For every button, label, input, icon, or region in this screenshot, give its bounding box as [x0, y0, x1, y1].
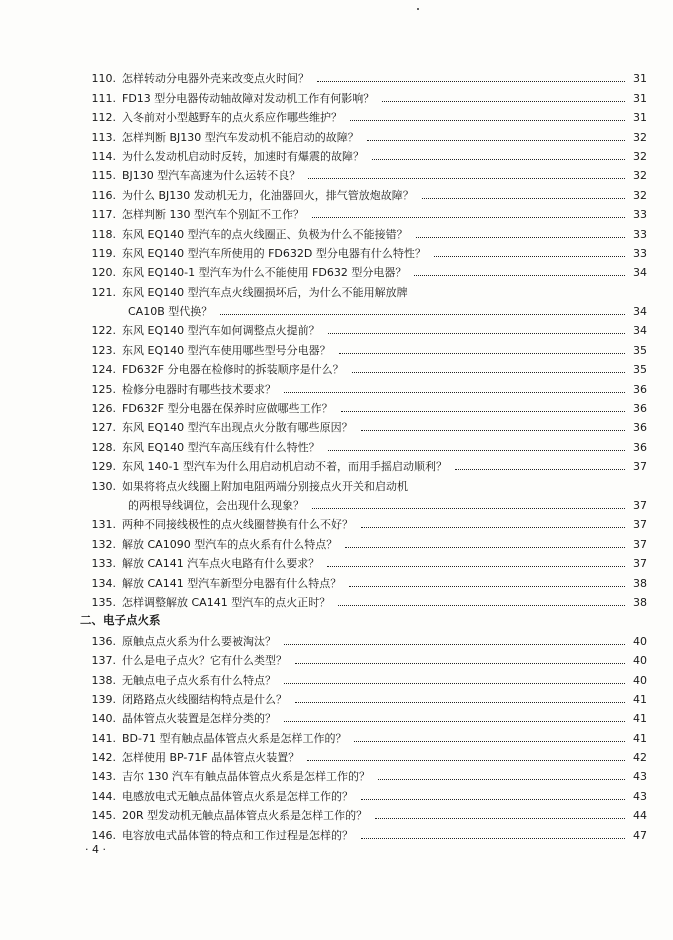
entry-page: 38 [633, 576, 647, 590]
dot-leader [382, 101, 625, 102]
dot-leader [295, 702, 625, 703]
dot-leader [284, 644, 625, 645]
dot-leader [312, 508, 625, 509]
entry-number: 141. [91, 731, 116, 745]
entry-title: 东风 EQ140 型汽车如何调整点火提前？ [122, 324, 320, 338]
toc-entry-130-cont [0, 493, 673, 512]
toc-entries [0, 66, 673, 842]
entry-number: 114. [91, 149, 116, 163]
entry-page: 32 [633, 149, 647, 163]
entry-page: 31 [633, 111, 647, 125]
entry-page: 40 [633, 654, 647, 668]
toc-group [0, 66, 673, 279]
entry-page: 33 [633, 246, 647, 260]
toc-entry [0, 124, 673, 143]
toc-entry [0, 105, 673, 124]
dot-leader [317, 81, 625, 82]
scan-speck [417, 8, 419, 10]
toc-group [0, 318, 673, 473]
toc-entry [0, 764, 673, 783]
toc-entry [0, 454, 673, 473]
dot-leader [338, 605, 625, 606]
entry-title: 原触点点火系为什么要被淘汰？ [122, 634, 276, 648]
page-number: · 4 · [85, 843, 106, 856]
dot-leader [284, 683, 625, 684]
entry-page: 44 [633, 809, 647, 823]
toc-entry [0, 648, 673, 667]
entry-title: CA10B 型代换？ [128, 305, 213, 319]
entry-page: 34 [633, 324, 647, 338]
dot-leader [349, 586, 625, 587]
entry-title: 什么是电子点火？它有什么类型？ [122, 654, 287, 668]
entry-title: 怎样使用 BP-71F 晶体管点火装置？ [122, 751, 300, 765]
entry-page: 42 [633, 751, 647, 765]
toc-entry [0, 221, 673, 240]
entry-title: 东风 EQ140 型汽车高压线有什么特性？ [122, 440, 320, 454]
entry-number: 124. [91, 363, 116, 377]
dot-leader [414, 275, 625, 276]
toc-entry [0, 570, 673, 589]
entry-number: 125. [91, 382, 116, 396]
dot-leader [312, 217, 625, 218]
entry-page: 35 [633, 343, 647, 357]
entry-number: 127. [91, 421, 116, 435]
dot-leader [361, 527, 625, 528]
entry-number: 118. [91, 227, 116, 241]
dot-leader [220, 314, 625, 315]
toc-entry [0, 434, 673, 453]
dot-leader [352, 372, 625, 373]
dot-leader [416, 237, 625, 238]
entry-page: 37 [633, 537, 647, 551]
dot-leader [354, 741, 625, 742]
entry-number: 111. [91, 91, 116, 105]
dot-leader [308, 178, 625, 179]
toc-entry [0, 260, 673, 279]
entry-page: 37 [633, 498, 647, 512]
toc-entry [0, 551, 673, 570]
entry-title: 东风 140-1 型汽车为什么用启动机启动不着，而用手摇启动顺利？ [122, 460, 447, 474]
toc-entry [0, 182, 673, 201]
toc-entry [0, 202, 673, 221]
entry-title: 两种不同接线极性的点火线圈替换有什么不好？ [122, 518, 353, 532]
entry-page: 41 [633, 712, 647, 726]
entry-number: 134. [91, 576, 116, 590]
toc-entry [0, 415, 673, 434]
entry-title: 入冬前对小型越野车的点火系应作哪些维护？ [122, 111, 342, 125]
entry-number: 142. [91, 751, 116, 765]
entry-title: 为什么发动机启动时反转，加速时有爆震的故障？ [122, 149, 364, 163]
entry-page: 37 [633, 557, 647, 571]
entry-number: 116. [91, 188, 116, 202]
toc-entry [0, 667, 673, 686]
toc-entry [0, 706, 673, 725]
entry-number: 129. [91, 460, 116, 474]
entry-number: 126. [91, 402, 116, 416]
entry-title: FD632F 分电器在检修时的拆装顺序是什么？ [122, 363, 344, 377]
dot-leader [434, 256, 625, 257]
entry-page: 33 [633, 208, 647, 222]
dot-leader [307, 760, 625, 761]
toc-group [0, 512, 673, 609]
entry-title: 东风 EQ140 型汽车所使用的 FD632D 型分电器有什么特性？ [122, 246, 426, 260]
entry-title: 晶体管点火装置是怎样分类的？ [122, 712, 276, 726]
entry-page: 43 [633, 770, 647, 784]
entry-page: 40 [633, 673, 647, 687]
toc-entry [0, 85, 673, 104]
toc-entry [0, 590, 673, 609]
toc-entry [0, 783, 673, 802]
section-label: 二、电子点火系 [80, 613, 161, 628]
entry-title: 怎样转动分电器外壳来改变点火时间？ [122, 72, 309, 86]
toc-entry [0, 628, 673, 647]
entry-title: 电感放电式无触点晶体管点火系是怎样工作的？ [122, 789, 353, 803]
entry-title: BD-71 型有触点晶体管点火系是怎样工作的？ [122, 731, 347, 745]
entry-number: 130. [91, 479, 116, 493]
entry-number: 144. [91, 789, 116, 803]
entry-number: 145. [91, 809, 116, 823]
entry-page: 32 [633, 130, 647, 144]
entry-title: 电容放电式晶体管的特点和工作过程是怎样的？ [122, 828, 353, 842]
entry-page: 36 [633, 421, 647, 435]
toc-entry [0, 512, 673, 531]
entry-page: 47 [633, 828, 647, 842]
dot-leader [422, 198, 625, 199]
toc-entry-121-cont [0, 299, 673, 318]
entry-page: 34 [633, 266, 647, 280]
section-heading [0, 609, 673, 628]
entry-title: 东风 EQ140 型汽车出现点火分散有哪些原因？ [122, 421, 353, 435]
entry-page: 38 [633, 595, 647, 609]
entry-number: 123. [91, 343, 116, 357]
entry-page: 36 [633, 382, 647, 396]
toc-entry [0, 725, 673, 744]
entry-number: 119. [91, 246, 116, 260]
entry-title: BJ130 型汽车高速为什么运转不良？ [122, 169, 301, 183]
entry-page: 41 [633, 731, 647, 745]
dot-leader [284, 392, 625, 393]
dot-leader [328, 333, 625, 334]
entry-number: 122. [91, 324, 116, 338]
entry-number: 136. [91, 634, 116, 648]
toc-entry [0, 396, 673, 415]
entry-number: 113. [91, 130, 116, 144]
dot-leader [328, 450, 625, 451]
toc-entry [0, 531, 673, 550]
entry-number: 138. [91, 673, 116, 687]
entry-number: 137. [91, 654, 116, 668]
dot-leader [361, 799, 625, 800]
toc-entry [0, 66, 673, 85]
toc-entry [0, 822, 673, 841]
entry-page: 37 [633, 460, 647, 474]
entry-page: 35 [633, 363, 647, 377]
toc-entry [0, 687, 673, 706]
dot-leader [378, 779, 625, 780]
entry-title: 怎样判断 130 型汽车个别缸不工作？ [122, 208, 304, 222]
dot-leader [375, 818, 625, 819]
entry-number: 132. [91, 537, 116, 551]
dot-leader [350, 120, 625, 121]
entry-number: 117. [91, 208, 116, 222]
dot-leader [345, 547, 625, 548]
entry-page: 31 [633, 91, 647, 105]
entry-title: 20R 型发动机无触点晶体管点火系是怎样工作的？ [122, 809, 368, 823]
toc-entry [0, 241, 673, 260]
toc-group [0, 628, 673, 841]
toc-entry [0, 803, 673, 822]
dot-leader [372, 159, 625, 160]
entry-page: 32 [633, 169, 647, 183]
entry-title: 东风 EQ140 型汽车的点火线圈正、负极为什么不能接错？ [122, 227, 408, 241]
entry-page: 34 [633, 305, 647, 319]
entry-page: 37 [633, 518, 647, 532]
entry-page: 43 [633, 789, 647, 803]
entry-title: 如果将将点火线圈上附加电阻两端分别接点火开关和启动机 [122, 479, 408, 493]
entry-number: 135. [91, 595, 116, 609]
entry-number: 146. [91, 828, 116, 842]
dot-leader [361, 838, 625, 839]
dot-leader [455, 469, 625, 470]
toc-entry [0, 376, 673, 395]
entry-title: 闭路路点火线圈结构特点是什么？ [122, 692, 287, 706]
dot-leader [339, 353, 625, 354]
entry-title: 怎样调整解放 CA141 型汽车的点火正时？ [122, 595, 331, 609]
toc-entry-121 [0, 279, 673, 298]
entry-number: 121. [91, 285, 116, 299]
dot-leader [361, 430, 625, 431]
entry-page: 33 [633, 227, 647, 241]
entry-title: 检修分电器时有哪些技术要求？ [122, 382, 276, 396]
entry-title: 怎样判断 BJ130 型汽车发动机不能启动的故障？ [122, 130, 359, 144]
entry-title: 东风 EQ140 型汽车点火线圈损坏后，为什么不能用解放牌 [122, 285, 408, 299]
entry-page: 40 [633, 634, 647, 648]
entry-number: 143. [91, 770, 116, 784]
toc-entry [0, 745, 673, 764]
toc-entry [0, 337, 673, 356]
entry-number: 131. [91, 518, 116, 532]
toc-entry [0, 318, 673, 337]
dot-leader [295, 663, 625, 664]
entry-title: FD632F 型分电器在保养时应做哪些工作？ [122, 402, 333, 416]
entry-number: 115. [91, 169, 116, 183]
entry-number: 120. [91, 266, 116, 280]
dot-leader [341, 411, 625, 412]
entry-page: 36 [633, 440, 647, 454]
entry-number: 140. [91, 712, 116, 726]
entry-title: 东风 EQ140-1 型汽车为什么不能使用 FD632 型分电器？ [122, 266, 407, 280]
entry-page: 36 [633, 402, 647, 416]
entry-title: 无触点电子点火系有什么特点？ [122, 673, 276, 687]
toc-entry-130 [0, 473, 673, 492]
entry-number: 133. [91, 557, 116, 571]
entry-title: 解放 CA1090 型汽车的点火系有什么特点？ [122, 537, 338, 551]
dot-leader [327, 566, 625, 567]
entry-page: 32 [633, 188, 647, 202]
entry-title: 吉尔 130 汽车有触点晶体管点火系是怎样工作的？ [122, 770, 370, 784]
toc-entry [0, 357, 673, 376]
entry-number: 128. [91, 440, 116, 454]
entry-title: 解放 CA141 型汽车新型分电器有什么特点？ [122, 576, 342, 590]
dot-leader [367, 140, 625, 141]
entry-title: 为什么 BJ130 发动机无力，化油器回火，排气管放炮故障？ [122, 188, 414, 202]
entry-number: 139. [91, 692, 116, 706]
entry-title: 解放 CA141 汽车点火电路有什么要求？ [122, 557, 320, 571]
entry-page: 31 [633, 72, 647, 86]
dot-leader [284, 721, 625, 722]
entry-title: 的两根导线调位，会出现什么现象？ [128, 498, 304, 512]
toc-entry [0, 144, 673, 163]
entry-number: 112. [91, 111, 116, 125]
entry-title: FD13 型分电器传动轴故障对发动机工作有何影响？ [122, 91, 375, 105]
entry-number: 110. [91, 72, 116, 86]
toc-entry [0, 163, 673, 182]
entry-title: 东风 EQ140 型汽车使用哪些型号分电器？ [122, 343, 331, 357]
entry-page: 41 [633, 692, 647, 706]
